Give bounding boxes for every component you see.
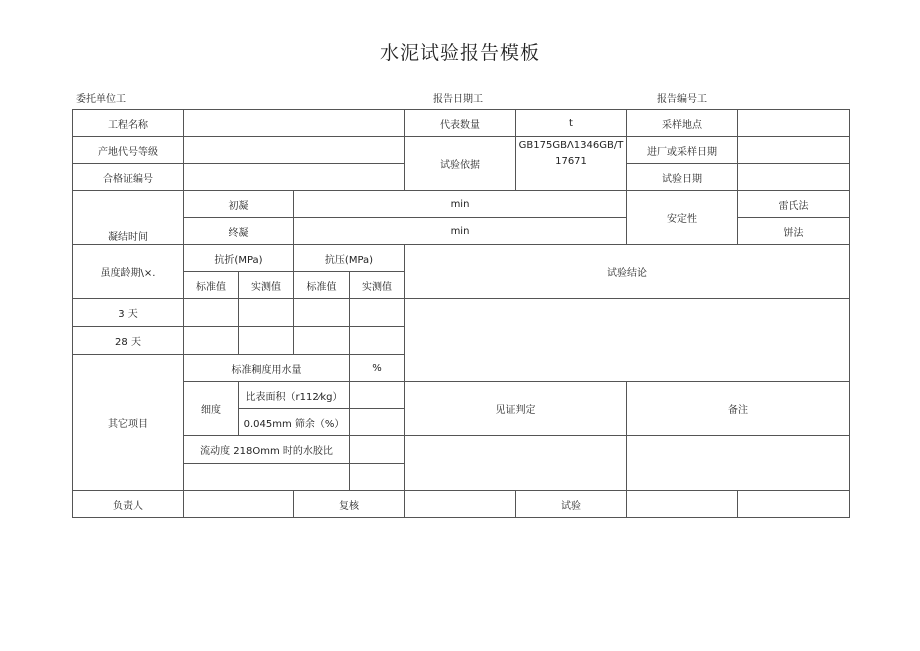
project-name-label: 工程名称: [73, 110, 184, 137]
compressive-measured-label: 实测值: [350, 272, 405, 299]
remarks-label: 备注: [627, 382, 850, 436]
day3-label: 3 天: [73, 299, 184, 327]
project-name-field[interactable]: [184, 110, 405, 137]
entry-sample-date-field[interactable]: [738, 137, 850, 164]
initial-set-label: 初凝: [184, 191, 294, 218]
page-title: 水泥试验报告模板: [379, 42, 540, 64]
test-extra-field[interactable]: [738, 491, 850, 518]
day28-label: 28 天: [73, 327, 184, 355]
test-date-label: 试验日期: [627, 164, 738, 191]
fineness-label: 细度: [184, 382, 239, 436]
table-row: [73, 191, 850, 218]
review-label: 复核: [294, 491, 405, 518]
flow-water-ratio-extra-field[interactable]: [184, 464, 350, 491]
day3-compressive-std[interactable]: [294, 299, 350, 327]
sieve-residue-field[interactable]: [350, 409, 405, 436]
std-consistency-water-field[interactable]: [350, 355, 405, 382]
rep-qty-unit: t: [569, 117, 573, 129]
std-consistency-water-label: 标准稠度用水量: [184, 355, 350, 382]
review-field[interactable]: [405, 491, 516, 518]
percent-unit: %: [372, 362, 382, 374]
test-date-field[interactable]: [738, 164, 850, 191]
cert-no-label: 合格证编号: [73, 164, 184, 191]
report-date-label: 报告日期工: [433, 94, 483, 105]
flexural-std-label: 标准值: [184, 272, 239, 299]
flow-water-ratio-label: 流动度 218Omm 时的水胶比: [184, 436, 350, 464]
table-row: [73, 382, 850, 409]
pat-method-label: 饼法: [738, 218, 850, 245]
final-set-label: 终凝: [184, 218, 294, 245]
test-label: 试验: [516, 491, 627, 518]
day3-flexural-std[interactable]: [184, 299, 239, 327]
sampling-site-field[interactable]: [738, 110, 850, 137]
table-row: [73, 491, 850, 518]
flow-water-ratio-extra-value[interactable]: [350, 464, 405, 491]
rep-qty-field[interactable]: [516, 110, 627, 137]
witness-judgement-label: 见证判定: [405, 382, 627, 436]
rep-qty-label: 代表数量: [405, 110, 516, 137]
initial-set-unit: min: [450, 198, 470, 210]
day28-compressive-std[interactable]: [294, 327, 350, 355]
flow-water-ratio-field[interactable]: [350, 436, 405, 464]
table-row: [73, 137, 850, 164]
test-field[interactable]: [627, 491, 738, 518]
entry-sample-date-label: 进厂或采样日期: [627, 137, 738, 164]
origin-grade-field[interactable]: [184, 137, 405, 164]
compressive-label: 抗压(MPa): [294, 245, 405, 272]
table-row: [73, 245, 850, 272]
other-items-label: 其它项目: [73, 355, 184, 491]
origin-grade-label: 产地代号等级: [73, 137, 184, 164]
initial-set-field[interactable]: [294, 191, 627, 218]
table-row: [73, 436, 850, 464]
day28-compressive-measured[interactable]: [350, 327, 405, 355]
remarks-field[interactable]: [627, 436, 850, 491]
setting-time-label: 凝结时间: [73, 191, 184, 245]
test-conclusion-field[interactable]: [405, 299, 850, 382]
final-set-field[interactable]: [294, 218, 627, 245]
table-row: [73, 110, 850, 137]
responsible-field[interactable]: [184, 491, 294, 518]
witness-judgement-field[interactable]: [405, 436, 627, 491]
test-conclusion-label: 试验结论: [405, 245, 850, 299]
final-set-unit: min: [450, 225, 470, 237]
day28-flexural-std[interactable]: [184, 327, 239, 355]
sieve-residue-label: 0.045mm 筛余（%）: [239, 409, 350, 436]
specific-surface-label: 比表面积（r112⁄kg）: [239, 382, 350, 409]
day3-flexural-measured[interactable]: [239, 299, 294, 327]
flexural-label: 抗折(MPa): [184, 245, 294, 272]
soundness-label: 安定性: [627, 191, 738, 245]
le-chatelier-label: 雷氏法: [738, 191, 850, 218]
flexural-measured-label: 实测值: [239, 272, 294, 299]
cert-no-field[interactable]: [184, 164, 405, 191]
sampling-site-label: 采样地点: [627, 110, 738, 137]
day28-flexural-measured[interactable]: [239, 327, 294, 355]
compressive-std-label: 标准值: [294, 272, 350, 299]
specific-surface-field[interactable]: [350, 382, 405, 409]
responsible-label: 负责人: [73, 491, 184, 518]
strength-age-label: 虽度龄期\×.: [73, 245, 184, 299]
test-basis-label: 试验依据: [405, 137, 516, 191]
report-number-label: 报告编号工: [657, 94, 707, 105]
client-label: 委托单位工: [76, 94, 126, 105]
table-row: [73, 299, 850, 327]
test-basis-value: GB175GBΛ1346GB/T17671: [516, 137, 627, 191]
day3-compressive-measured[interactable]: [350, 299, 405, 327]
report-table: [72, 109, 850, 518]
